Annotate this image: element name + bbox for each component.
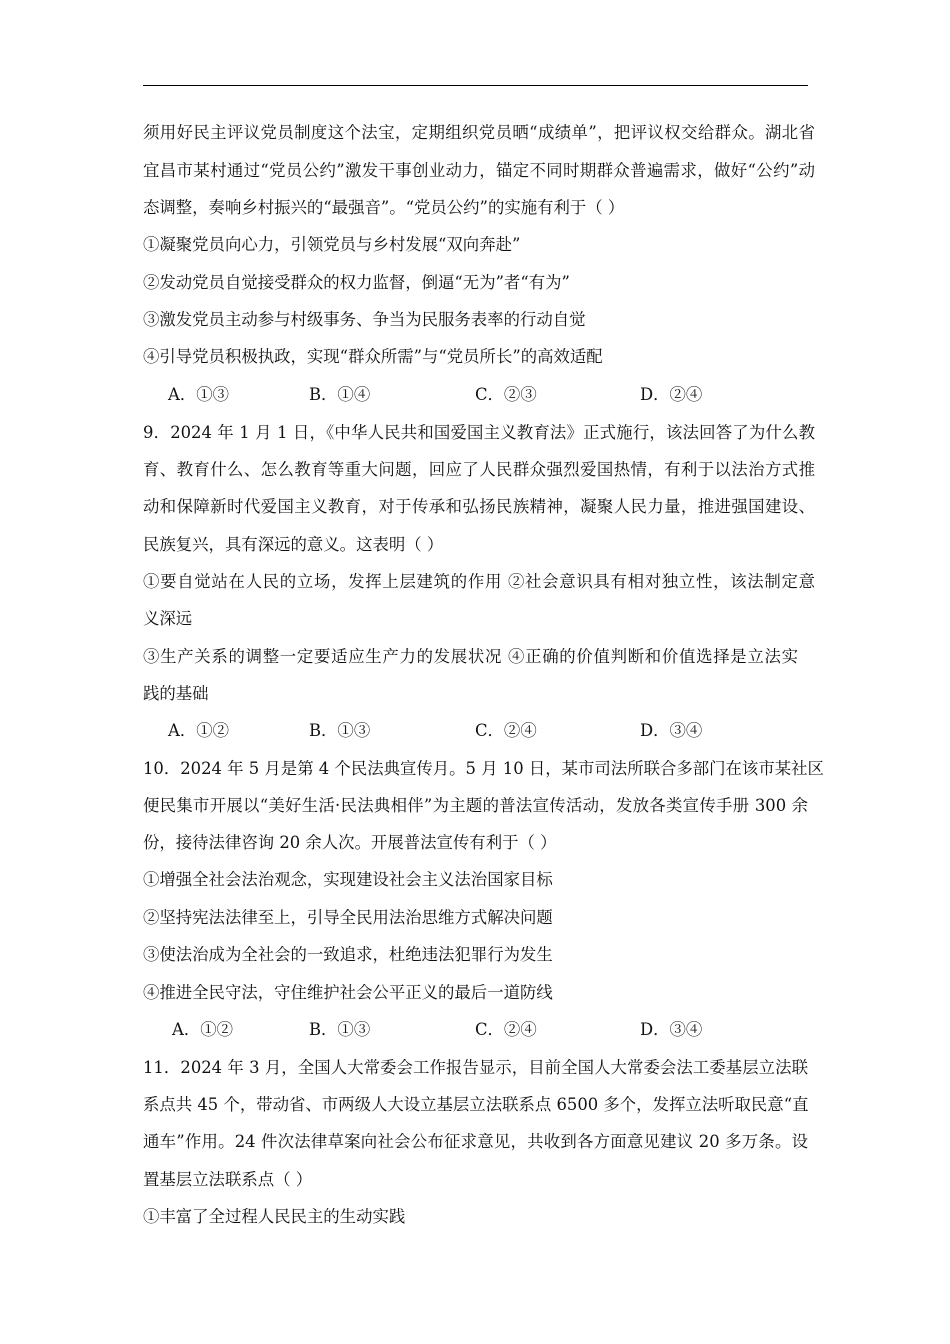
q8-option-d: D．②④ [640, 385, 703, 404]
header-rule [143, 85, 808, 86]
q9-item: 践的基础 [143, 684, 209, 703]
q9-stem-line: 民族复兴，具有深远的意义。这表明（ ） [143, 535, 444, 554]
q10-stem-line: 份，接待法律咨询 20 余人次。开展普法宣传有利于（ ） [143, 833, 557, 852]
q8-stem-line: 宜昌市某村通过“党员公约”激发干事创业动力，锚定不同时期群众普遍需求，做好“公约”动 [143, 161, 815, 180]
q11-stem-line: 系点共 45 个，带动省、市两级人大设立基层立法联系点 6500 多个，发挥立法听取民意“直 [143, 1095, 809, 1114]
q9-item: 义深远 [143, 609, 193, 628]
q9-option-c: C．②④ [475, 721, 537, 740]
q8-stem-line: 须用好民主评议党员制度这个法宝，定期组织党员晒“成绩单”，把评议权交给群众。湖北省 [143, 123, 815, 142]
q8-item: ③激发党员主动参与村级事务、争当为民服务表率的行动自觉 [143, 310, 586, 329]
q9-stem-line: 9．2024 年 1 月 1 日，《中华人民共和国爱国主义教育法》正式施行，该法回答了为什么教 [143, 423, 815, 442]
q8-item: ④引导党员积极执政，实现“群众所需”与“党员所长”的高效适配 [143, 347, 603, 366]
q11-item: ①丰富了全过程人民民主的生动实践 [143, 1207, 406, 1226]
q10-stem-line: 便民集市开展以“美好生活·民法典相伴”为主题的普法宣传活动，发放各类宣传手册 300 余 [143, 796, 808, 815]
q10-stem-line: 10．2024 年 5 月是第 4 个民法典宣传月。5 月 10 日，某市司法所联合多部门在该市某社区 [143, 759, 824, 778]
q8-item: ②发动党员自觉接受群众的权力监督，倒逼“无为”者“有为” [143, 273, 570, 292]
q9-option-a: A．①② [168, 721, 230, 740]
q8-item: ①凝聚党员向心力，引领党员与乡村发展“双向奔赴” [143, 235, 521, 254]
q10-option-d: D．③④ [640, 1020, 703, 1039]
q8-option-a: A．①③ [168, 385, 230, 404]
q11-stem-line: 置基层立法联系点（ ） [143, 1170, 313, 1189]
q8-option-c: C．②③ [475, 385, 537, 404]
q11-stem-line: 通车”作用。24 件次法律草案向社会公布征求意见，共收到各方面意见建议 20 多万条。设 [143, 1132, 808, 1151]
q10-option-c: C．②④ [475, 1020, 537, 1039]
q9-option-b: B．①③ [309, 721, 371, 740]
q10-item: ③使法治成为全社会的一致追求，杜绝违法犯罪行为发生 [143, 945, 553, 964]
q9-option-d: D．③④ [640, 721, 703, 740]
q10-item: ④推进全民守法，守住维护社会公平正义的最后一道防线 [143, 983, 553, 1002]
q8-stem-line: 态调整，奏响乡村振兴的“最强音”。“党员公约”的实施有利于（ ） [143, 198, 625, 217]
q9-stem-line: 育、教育什么、怎么教育等重大问题，回应了人民群众强烈爱国热情，有利于以法治方式推 [143, 460, 815, 479]
q11-stem-line: 11．2024 年 3 月，全国人大常委会工作报告显示，目前全国人大常委会法工委基层立法联 [143, 1058, 808, 1077]
q10-option-a: A．①② [172, 1020, 234, 1039]
q10-item: ①增强全社会法治观念，实现建设社会主义法治国家目标 [143, 870, 553, 889]
q8-option-b: B．①④ [309, 385, 371, 404]
q9-item: ③生产关系的调整一定要适应生产力的发展状况 ④正确的价值判断和价值选择是立法实 [143, 647, 798, 666]
q9-item: ①要自觉站在人民的立场，发挥上层建筑的作用 ②社会意识具有相对独立性，该法制定意 [143, 572, 815, 591]
q10-item: ②坚持宪法法律至上，引导全民用法治思维方式解决问题 [143, 908, 553, 927]
q9-stem-line: 动和保障新时代爱国主义教育，对于传承和弘扬民族精神，凝聚人民力量，推进强国建设、 [143, 497, 815, 516]
q10-option-b: B．①③ [309, 1020, 371, 1039]
